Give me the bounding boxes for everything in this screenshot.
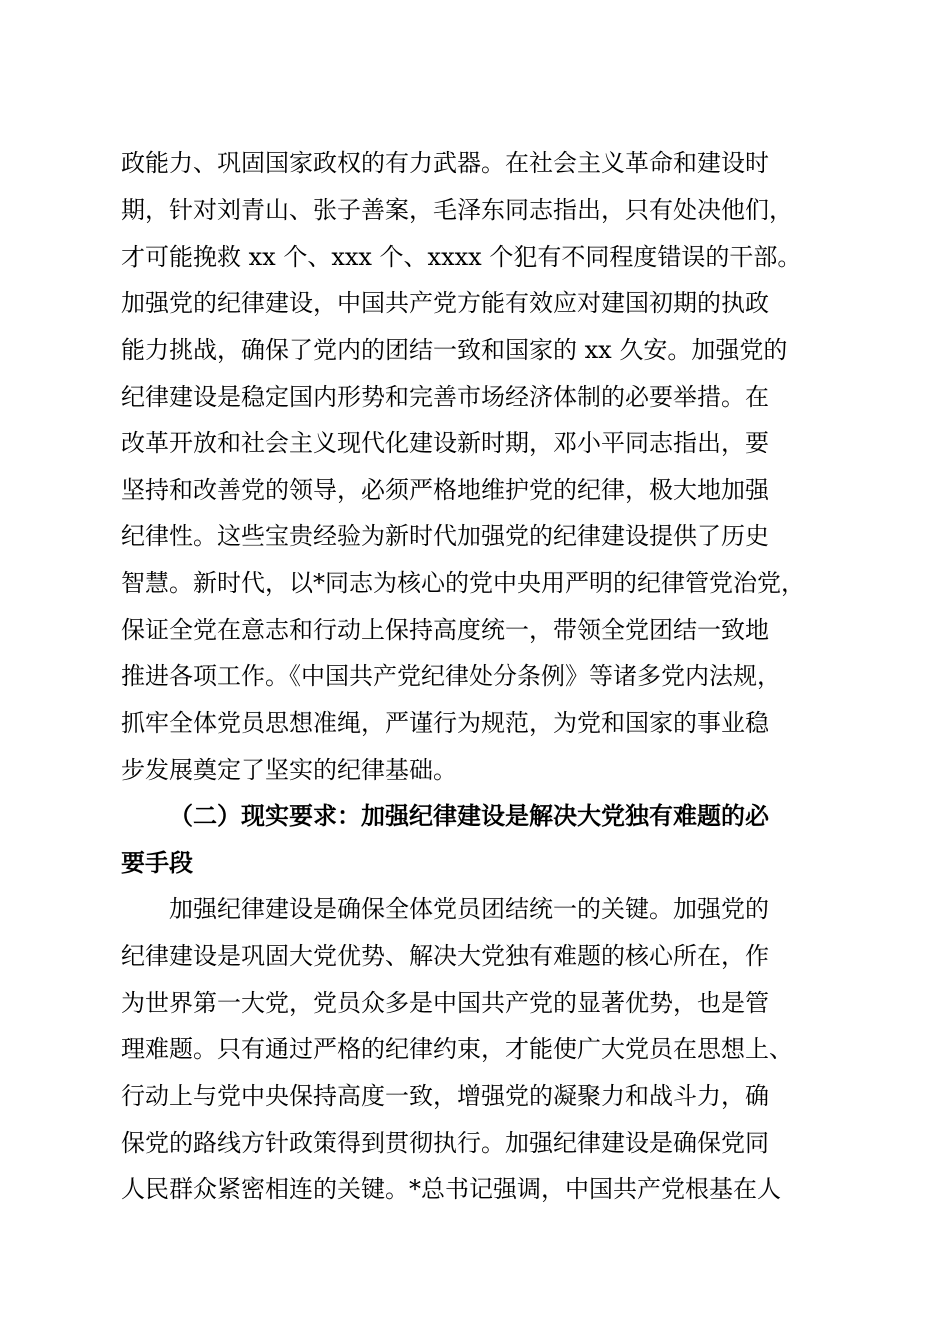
text-line: 为世界第一大党，党员众多是中国共产党的显著优势，也是管 [121, 989, 769, 1017]
text-line: 才可能挽救 xx 个、xxx 个、xxxx 个犯有不同程度错误的干部。 [121, 243, 802, 271]
text-line: 加强党的纪律建设，中国共产党方能有效应对建国初期的执政 [121, 289, 769, 317]
text-line: 坚持和改善党的领导，必须严格地维护党的纪律，极大地加强 [121, 476, 769, 504]
text-line: 期，针对刘青山、张子善案，毛泽东同志指出，只有处决他们， [121, 196, 793, 224]
text-line: 抓牢全体党员思想准绳，严谨行为规范，为党和国家的事业稳 [121, 709, 769, 737]
text-line: 人民群众紧密相连的关键。*总书记强调，中国共产党根基在人 [121, 1175, 781, 1203]
text-line: 能力挑战，确保了党内的团结一致和国家的 xx 久安。加强党的 [121, 336, 788, 364]
text-line: 改革开放和社会主义现代化建设新时期，邓小平同志指出，要 [121, 429, 769, 457]
heading-line: （二）现实要求：加强纪律建设是解决大党独有难题的必 [169, 801, 769, 830]
text-line: 理难题。只有通过严格的纪律约束，才能使广大党员在思想上、 [121, 1035, 793, 1063]
text-line: 纪律建设是巩固大党优势、解决大党独有难题的核心所在，作 [121, 942, 769, 970]
text-line: 步发展奠定了坚实的纪律基础。 [121, 756, 457, 784]
text-line: 保证全党在意志和行动上保持高度统一，带领全党团结一致地 [121, 616, 769, 644]
heading-line: 要手段 [121, 848, 193, 877]
text-line: 加强纪律建设是确保全体党员团结统一的关键。加强党的 [169, 895, 769, 923]
text-line: 智慧。新时代，以*同志为核心的党中央用严明的纪律管党治党， [121, 569, 805, 597]
text-line: 推进各项工作。《中国共产党纪律处分条例》等诸多党内法规， [121, 662, 781, 690]
text-line: 纪律建设是稳定国内形势和完善市场经济体制的必要举措。在 [121, 383, 769, 411]
text-line: 行动上与党中央保持高度一致，增强党的凝聚力和战斗力，确 [121, 1082, 769, 1110]
text-line: 纪律性。这些宝贵经验为新时代加强党的纪律建设提供了历史 [121, 522, 769, 550]
text-line: 保党的路线方针政策得到贯彻执行。加强纪律建设是确保党同 [121, 1129, 769, 1157]
text-line: 政能力、巩固国家政权的有力武器。在社会主义革命和建设时 [121, 149, 769, 177]
